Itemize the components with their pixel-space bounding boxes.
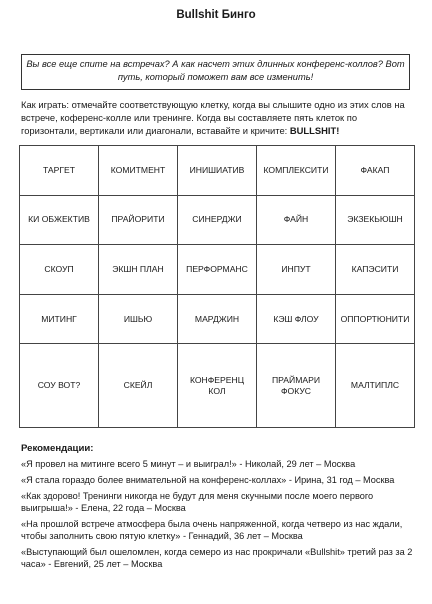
- rules-shout: BULLSHIT!: [289, 125, 340, 136]
- bingo-row: [20, 195, 415, 245]
- intro-box: Вы все еще спите на встречах? А как насчет этих длинных конференс-коллов? Вот путь, который поможет вам все изменить!: [21, 54, 410, 90]
- rules-text: [21, 98, 413, 137]
- bingo-cell[interactable]: КИ ОБЖЕКТИВ: [20, 195, 99, 245]
- bingo-cell[interactable]: ИНПУТ: [257, 245, 336, 295]
- page-title: Bullshit Бинго: [176, 9, 256, 21]
- recommendation-item: «Я стала гораздо более внимательной на конференс-коллах» - Ирина, 31 год – Москва: [21, 475, 395, 485]
- bingo-cell[interactable]: ИШЬЮ: [99, 294, 178, 344]
- bingo-cell[interactable]: ОППОРТЮНИТИ: [336, 294, 415, 344]
- bingo-cell[interactable]: СКОУП: [20, 245, 99, 295]
- recommendation-item: «На прошлой встрече атмосфера была очень напряженной, когда четверо из нас ждали, чтобы заполнить свою пятую клетку» - Геннадий, 36 лет – Москва: [21, 519, 403, 541]
- bingo-cell[interactable]: КАПЭСИТИ: [336, 245, 415, 295]
- bingo-cell[interactable]: ФАЙН: [257, 195, 336, 245]
- recommendation-item: «Я провел на митинге всего 5 минут – и выиграл!» - Николай, 29 лет – Москва: [21, 459, 356, 469]
- bingo-cell[interactable]: КОНФЕРЕНЦ КОЛ: [178, 344, 257, 428]
- bingo-cell[interactable]: ПЕРФОРМАНС: [178, 245, 257, 295]
- bingo-cell[interactable]: ПРАЙМАРИ ФОКУС: [257, 344, 336, 428]
- bingo-row: [20, 294, 415, 344]
- rules-body: Как играть: отмечайте соответствующую клетку, когда вы слышите одно из этих слов на встрече, коференс-колле или тренинге. Когда вы составляете пять клеток по горизонтали, вертикали или диагонали, вставайте и кричите:: [21, 99, 405, 136]
- bingo-row: [20, 146, 415, 196]
- bingo-cell[interactable]: ЭКЗЕКЬЮШН: [336, 195, 415, 245]
- bingo-cell[interactable]: ИНИШИАТИВ: [178, 146, 257, 196]
- bingo-cell[interactable]: КОМПЛЕКСИТИ: [257, 146, 336, 196]
- bingo-cell[interactable]: КОМИТМЕНТ: [99, 146, 178, 196]
- bingo-cell[interactable]: ЭКШН ПЛАН: [99, 245, 178, 295]
- bingo-cell[interactable]: СОУ ВОТ?: [20, 344, 99, 428]
- bingo-cell[interactable]: ФАКАП: [336, 146, 415, 196]
- recommendation-item: «Как здорово! Тренинги никогда не будут для меня скучными после моего первого выигрыша!» - Елена, 22 года – Москва: [21, 491, 374, 513]
- bingo-cell[interactable]: ТАРГЕТ: [20, 146, 99, 196]
- recommendation-item: «Выступающий был ошеломлен, когда семеро из нас прокричали «Bullshit» третий раз за 2 часа» - Евгений, 25 лет – Москва: [21, 547, 413, 569]
- recommendations-heading: Рекомендации:: [21, 443, 94, 454]
- bingo-cell[interactable]: МАРДЖИН: [178, 294, 257, 344]
- bingo-cell[interactable]: КЭШ ФЛОУ: [257, 294, 336, 344]
- bingo-cell[interactable]: СКЕЙЛ: [99, 344, 178, 428]
- recommendations-list: [21, 458, 416, 574]
- bingo-row: [20, 344, 415, 428]
- bingo-grid: [19, 145, 415, 428]
- bingo-cell[interactable]: МАЛТИПЛС: [336, 344, 415, 428]
- bingo-row: [20, 245, 415, 295]
- bingo-cell[interactable]: ПРАЙОРИТИ: [99, 195, 178, 245]
- bingo-cell[interactable]: МИТИНГ: [20, 294, 99, 344]
- bingo-cell[interactable]: СИНЕРДЖИ: [178, 195, 257, 245]
